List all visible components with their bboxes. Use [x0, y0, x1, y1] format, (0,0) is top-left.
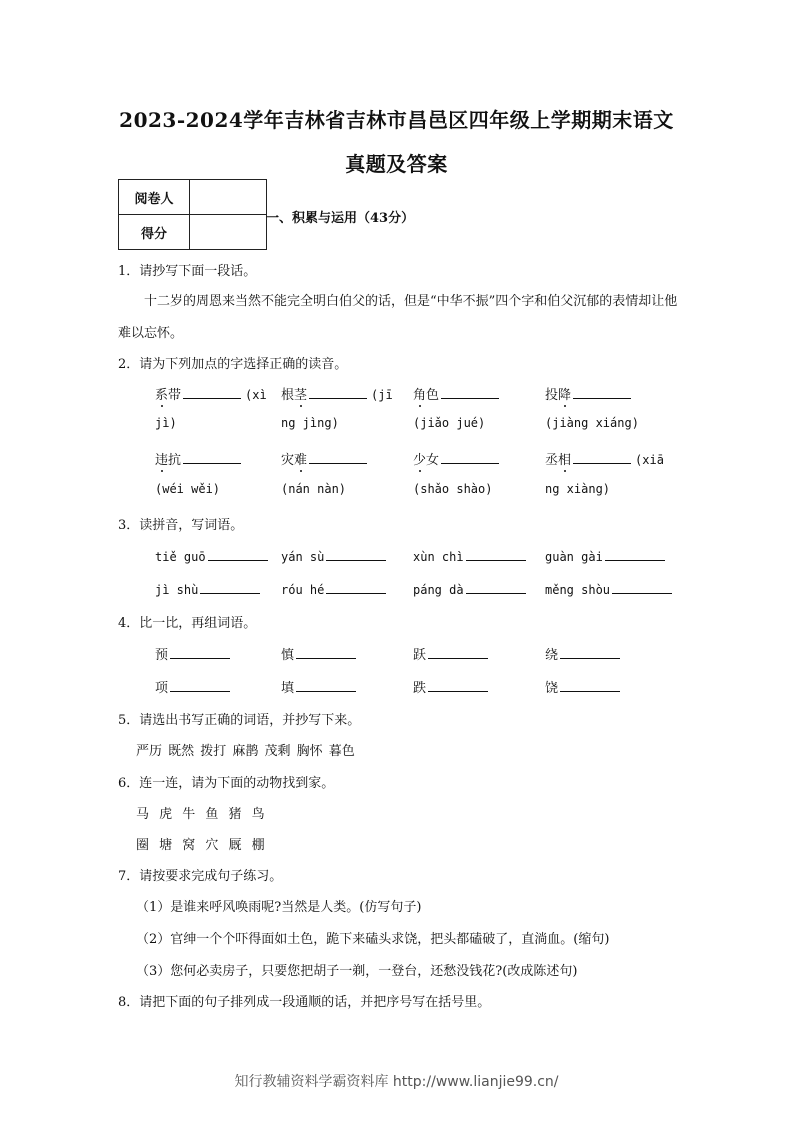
- score-cell: [190, 215, 267, 250]
- q2-row1-2: [281, 384, 393, 403]
- q3-row2-3: [413, 579, 526, 598]
- answer-blank[interactable]: [441, 384, 499, 399]
- char: 项: [155, 681, 169, 696]
- pinyin-options: (jī: [371, 388, 393, 402]
- answer-blank[interactable]: [326, 546, 386, 561]
- q2-row4-4: ng xiàng): [545, 482, 611, 496]
- answer-blank[interactable]: [605, 546, 665, 561]
- answer-blank[interactable]: [612, 579, 672, 594]
- answer-blank[interactable]: [466, 546, 526, 561]
- answer-blank[interactable]: [428, 677, 488, 692]
- q2-row2-4: (jiàng xiáng): [545, 416, 639, 430]
- char: 预: [155, 648, 169, 663]
- cell-text: xùn chì: [413, 550, 464, 564]
- question-3: 3．读拼音，写词语。: [118, 518, 244, 533]
- answer-blank[interactable]: [170, 644, 230, 659]
- q3-row2-4: [545, 579, 672, 598]
- q3-row1-2: [281, 546, 386, 565]
- q2-row1-4: [545, 384, 635, 403]
- page-title: 2023-2024学年吉林省吉林市昌邑区四年级上学期期末语文: [119, 108, 674, 132]
- q3-row1-1: [155, 546, 268, 565]
- answer-blank[interactable]: [326, 579, 386, 594]
- answer-blank[interactable]: [560, 677, 620, 692]
- answer-blank[interactable]: [170, 677, 230, 692]
- q4-row2-3: [413, 677, 488, 696]
- cell-text: guàn gài: [545, 550, 603, 564]
- word-char: 带: [168, 388, 182, 403]
- word-char: 茎: [294, 388, 308, 403]
- char: 饶: [545, 681, 559, 696]
- q3-row1-4: [545, 546, 665, 565]
- q2-row2-2: ng jìng): [281, 416, 339, 430]
- word-char: 相: [558, 453, 572, 468]
- cell-text: páng dà: [413, 583, 464, 597]
- q4-row2-4: [545, 677, 620, 696]
- word-char: 丞: [545, 453, 559, 468]
- word-char: 色: [426, 388, 440, 403]
- reviewer-label: 阅卷人: [119, 180, 190, 215]
- question-2: 2．请为下列加点的字选择正确的读音。: [118, 357, 348, 372]
- q2-row4-2: (nán nàn): [281, 482, 347, 496]
- word-char: 系: [155, 388, 169, 403]
- question-1-passage: 十二岁的周恩来当然不能完全明白伯父的话，但是“中华不振”四个字和伯父沉郁的表情却让他难以忘怀。: [118, 294, 678, 341]
- cell-text: jì shù: [155, 583, 199, 597]
- cell-text: tiě guō: [155, 550, 206, 564]
- word-char: 抗: [168, 453, 182, 468]
- question-6-animals: 马 虎 牛 鱼 猪 鸟: [136, 807, 265, 822]
- q4-row2-2: [281, 677, 356, 696]
- reviewer-cell: [190, 180, 267, 215]
- question-7-item-2: （2）官绅一个个吓得面如土色，跪下来磕头求饶，把头都磕破了，直淌血。(缩句): [136, 932, 610, 947]
- cell-text: měng shòu: [545, 583, 611, 597]
- q2-row1-1: [155, 384, 267, 403]
- q2-row3-1: [155, 449, 245, 468]
- pinyin-options: (xiā: [635, 453, 664, 467]
- q2-row2-3: (jiǎo jué): [413, 416, 486, 430]
- word-char: 女: [426, 453, 440, 468]
- word-char: 投: [545, 388, 559, 403]
- q4-row1-3: [413, 644, 488, 663]
- char: 慎: [281, 648, 295, 663]
- question-6-homes: 圈 塘 窝 穴 厩 棚: [136, 838, 265, 853]
- answer-blank[interactable]: [573, 384, 631, 399]
- answer-blank[interactable]: [200, 579, 260, 594]
- q2-row4-3: (shǎo shào): [413, 482, 493, 496]
- q2-row3-3: [413, 449, 503, 468]
- answer-blank[interactable]: [208, 546, 268, 561]
- cell-text: yán sù: [281, 550, 325, 564]
- answer-blank[interactable]: [309, 449, 367, 464]
- score-table: [118, 179, 267, 250]
- char: 跃: [413, 648, 427, 663]
- word-char: 角: [413, 388, 427, 403]
- q2-row1-3: [413, 384, 503, 403]
- question-6: 6．连一连，请为下面的动物找到家。: [118, 776, 335, 791]
- q2-row4-1: (wéi wěi): [155, 482, 221, 496]
- q4-row2-1: [155, 677, 230, 696]
- question-1: 1．请抄写下面一段话。: [118, 264, 257, 279]
- word-char: 灾: [281, 453, 295, 468]
- cell-text: róu hé: [281, 583, 325, 597]
- page-subtitle: 真题及答案: [345, 152, 448, 176]
- word-char: 少: [413, 453, 427, 468]
- answer-blank[interactable]: [183, 384, 241, 399]
- char: 绕: [545, 648, 559, 663]
- q4-row1-4: [545, 644, 620, 663]
- score-label: 得分: [119, 215, 190, 250]
- word-char: 根: [281, 388, 295, 403]
- question-7-item-3: （3）您何必卖房子，只要您把胡子一剃，一登台，还愁没钱花?(改成陈述句): [136, 964, 578, 979]
- answer-blank[interactable]: [441, 449, 499, 464]
- question-5: 5．请选出书写正确的词语，并抄写下来。: [118, 713, 361, 728]
- question-4: 4．比一比，再组词语。: [118, 616, 257, 631]
- char: 跌: [413, 681, 427, 696]
- section-heading: 一、积累与运用（43分）: [266, 211, 415, 226]
- question-8: 8．请把下面的句子排列成一段通顺的话，并把序号写在括号里。: [118, 995, 491, 1010]
- q3-row2-1: [155, 579, 260, 598]
- answer-blank[interactable]: [466, 579, 526, 594]
- question-7: 7．请按要求完成句子练习。: [118, 869, 283, 884]
- question-7-item-1: （1）是谁来呼风唤雨呢?当然是人类。(仿写句子): [136, 900, 422, 915]
- q3-row1-3: [413, 546, 526, 565]
- answer-blank[interactable]: [309, 384, 367, 399]
- answer-blank[interactable]: [183, 449, 241, 464]
- answer-blank[interactable]: [573, 449, 631, 464]
- char: 填: [281, 681, 295, 696]
- question-5-words: 严历 既然 拨打 麻鹊 茂剩 胸怀 暮色: [136, 744, 355, 759]
- answer-blank[interactable]: [560, 644, 620, 659]
- pinyin-options: (xì: [245, 388, 267, 402]
- answer-blank[interactable]: [296, 644, 356, 659]
- q4-row1-1: [155, 644, 230, 663]
- word-char: 违: [155, 453, 169, 468]
- q3-row2-2: [281, 579, 386, 598]
- answer-blank[interactable]: [428, 644, 488, 659]
- q4-row1-2: [281, 644, 356, 663]
- q2-row3-4: [545, 449, 664, 468]
- word-char: 降: [558, 388, 572, 403]
- footer-watermark: 知行教辅资料学霸资料库 http://www.lianjie99.cn/: [234, 1074, 559, 1090]
- answer-blank[interactable]: [296, 677, 356, 692]
- q2-row3-2: [281, 449, 371, 468]
- q2-row2-1: jì): [155, 416, 177, 430]
- word-char: 难: [294, 453, 308, 468]
